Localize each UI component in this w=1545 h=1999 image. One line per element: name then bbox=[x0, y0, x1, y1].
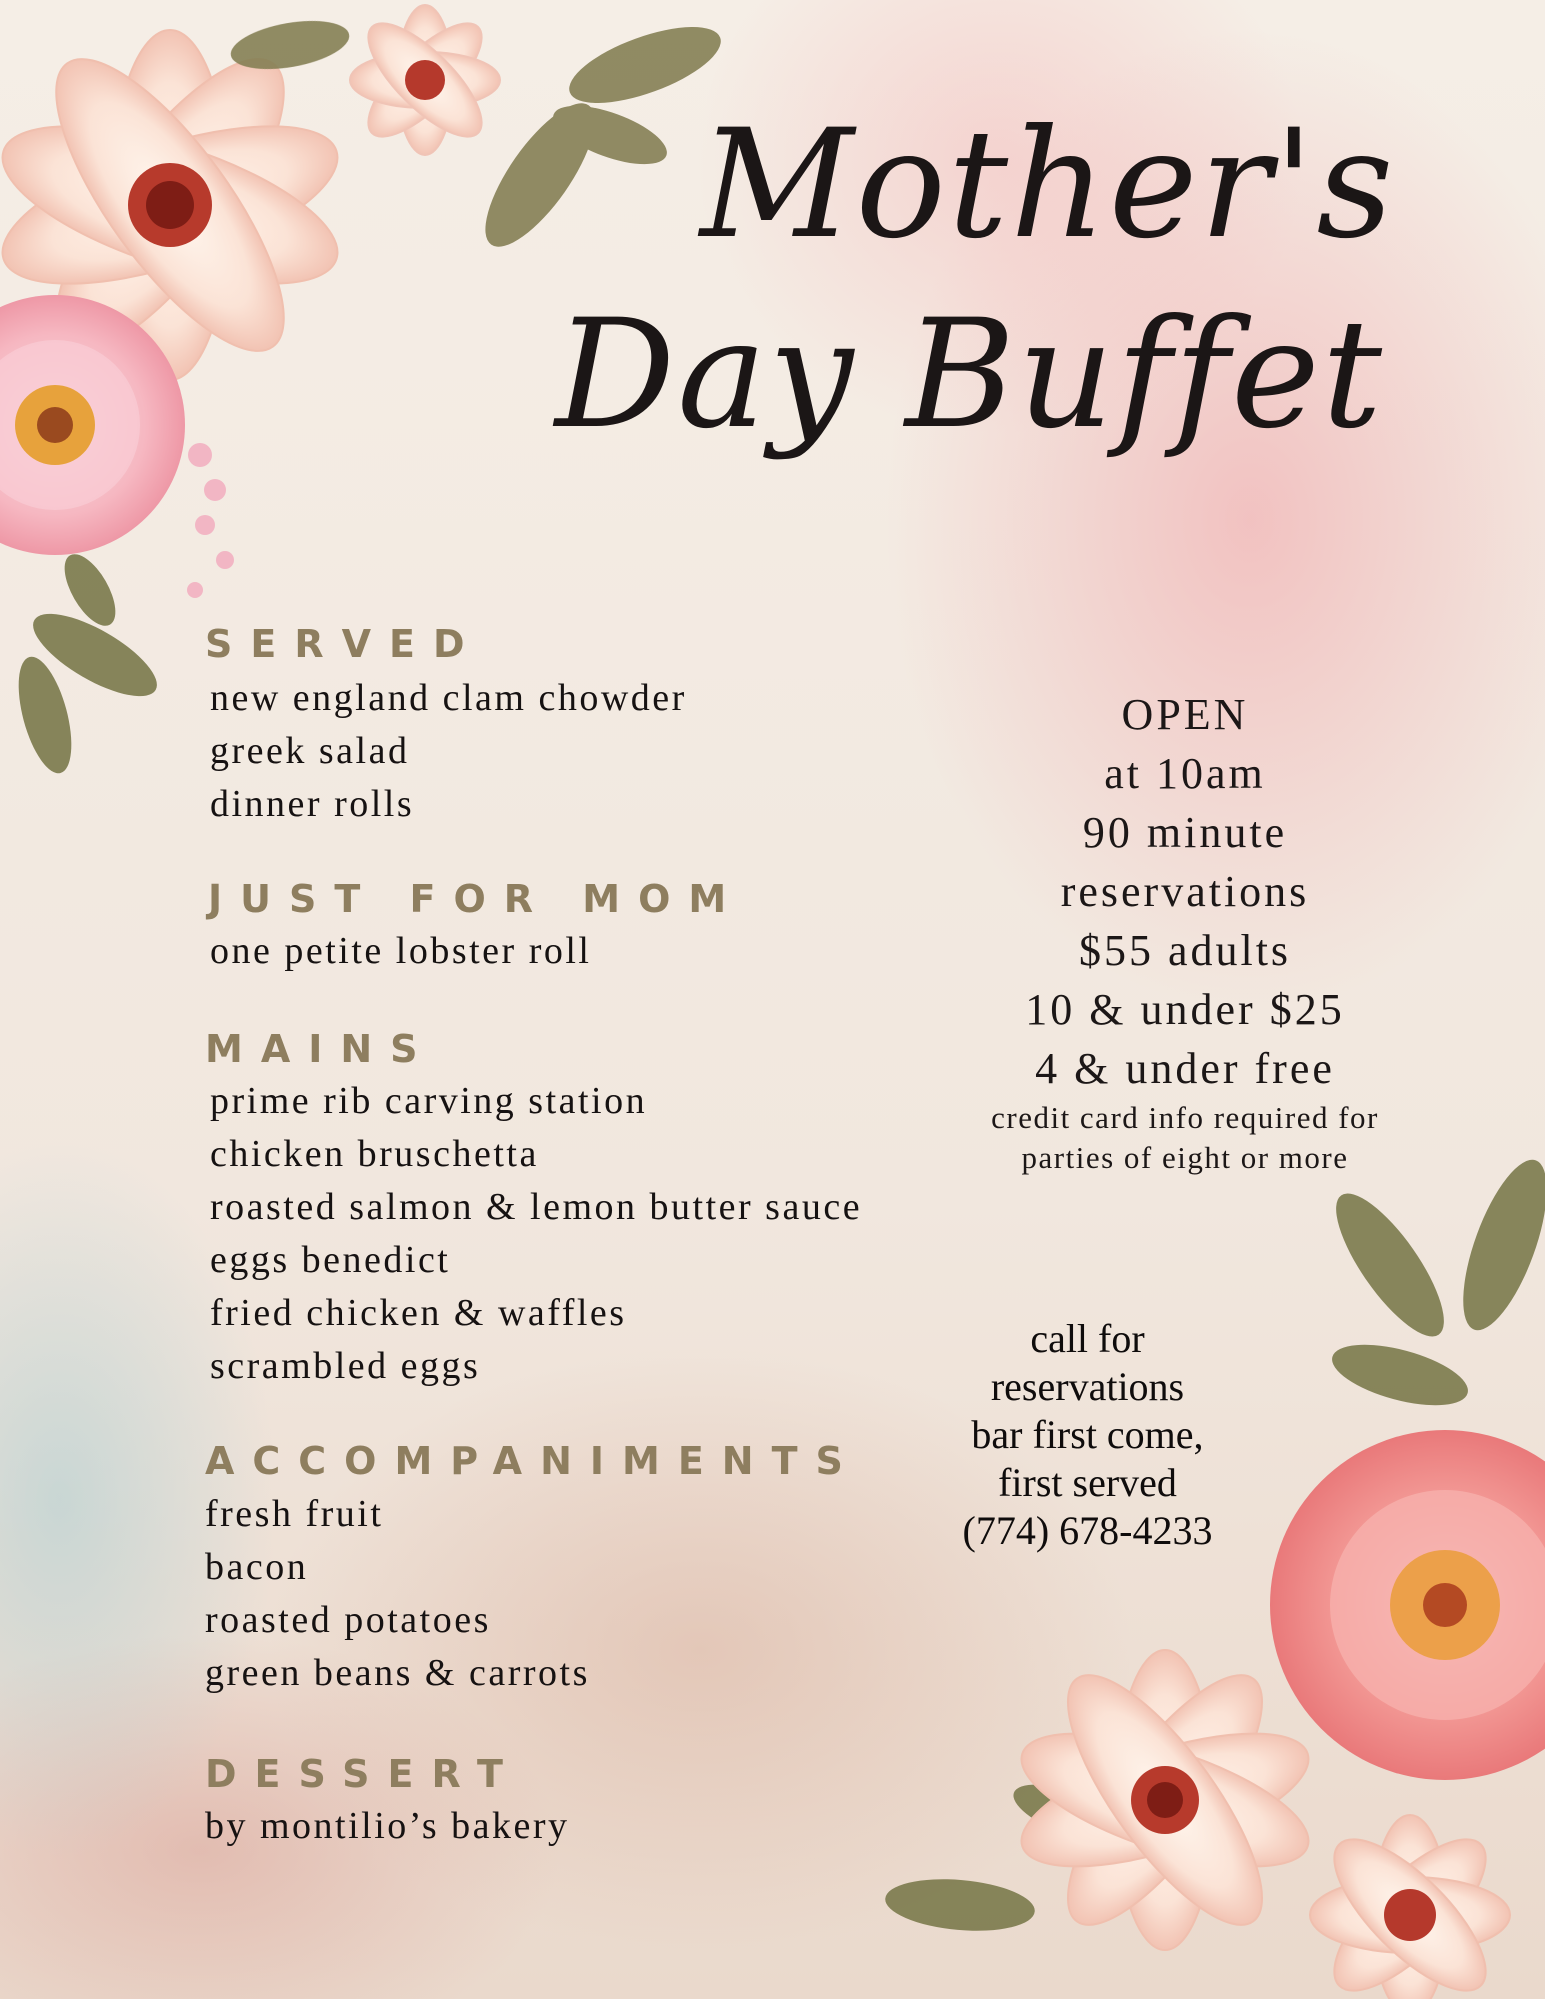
served-list bbox=[210, 672, 687, 831]
list-item: by montilio’s bakery bbox=[205, 1805, 570, 1847]
just-for-mom-list bbox=[210, 925, 591, 978]
call-info bbox=[930, 1315, 1245, 1555]
call-line: reservations bbox=[990, 1364, 1185, 1409]
list-item: prime rib carving station bbox=[210, 1080, 648, 1122]
list-item: fried chicken & waffles bbox=[210, 1292, 627, 1334]
accompaniments-list bbox=[205, 1488, 590, 1700]
list-item: dinner rolls bbox=[210, 783, 415, 825]
open-line: 90 minute bbox=[1082, 808, 1288, 857]
call-line: bar first come, bbox=[971, 1412, 1204, 1457]
bottom-small-flower bbox=[1310, 1815, 1510, 1999]
list-item: new england clam chowder bbox=[210, 677, 687, 719]
title-line-2: Day Buffet bbox=[555, 288, 1385, 462]
list-item: one petite lobster roll bbox=[210, 930, 592, 972]
blossom-sprig bbox=[187, 443, 234, 598]
credit-card-note: credit card info required for bbox=[991, 1100, 1379, 1135]
open-line: 4 & under free bbox=[1035, 1044, 1335, 1093]
heading-mains: MAINS bbox=[205, 1027, 436, 1071]
list-item: green beans & carrots bbox=[205, 1652, 590, 1694]
list-item: eggs benedict bbox=[210, 1239, 451, 1281]
bottom-right-peony bbox=[1270, 1430, 1545, 1780]
dessert-list bbox=[205, 1800, 570, 1853]
list-item: scrambled eggs bbox=[210, 1345, 481, 1387]
open-line: OPEN bbox=[1121, 690, 1249, 739]
list-item: fresh fruit bbox=[205, 1493, 384, 1535]
heading-just-for-mom: JUST FOR MOM bbox=[208, 877, 745, 921]
open-line: 10 & under $25 bbox=[1025, 985, 1345, 1034]
mains-list bbox=[210, 1075, 862, 1393]
list-item: greek salad bbox=[210, 730, 410, 772]
heading-served: SERVED bbox=[205, 622, 483, 666]
phone-number: (774) 678-4233 bbox=[962, 1508, 1213, 1553]
bottom-cream-flower bbox=[1007, 1649, 1323, 1950]
call-line: first served bbox=[998, 1460, 1177, 1505]
heading-dessert: DESSERT bbox=[205, 1752, 521, 1796]
top-small-flower bbox=[350, 5, 500, 155]
open-line: reservations bbox=[1060, 867, 1310, 916]
open-info bbox=[930, 685, 1440, 1178]
list-item: bacon bbox=[205, 1546, 309, 1588]
list-item: chicken bruschetta bbox=[210, 1133, 539, 1175]
title-line-1: Mother's bbox=[700, 98, 1396, 272]
left-leaves bbox=[8, 546, 168, 778]
call-line: call for bbox=[1030, 1316, 1145, 1361]
list-item: roasted potatoes bbox=[205, 1599, 491, 1641]
list-item: roasted salmon & lemon butter sauce bbox=[210, 1186, 863, 1228]
credit-card-note: parties of eight or more bbox=[1021, 1140, 1349, 1175]
open-line: at 10am bbox=[1104, 749, 1266, 798]
heading-accompaniments: ACCOMPANIMENTS bbox=[205, 1439, 861, 1483]
open-line: $55 adults bbox=[1078, 926, 1292, 975]
